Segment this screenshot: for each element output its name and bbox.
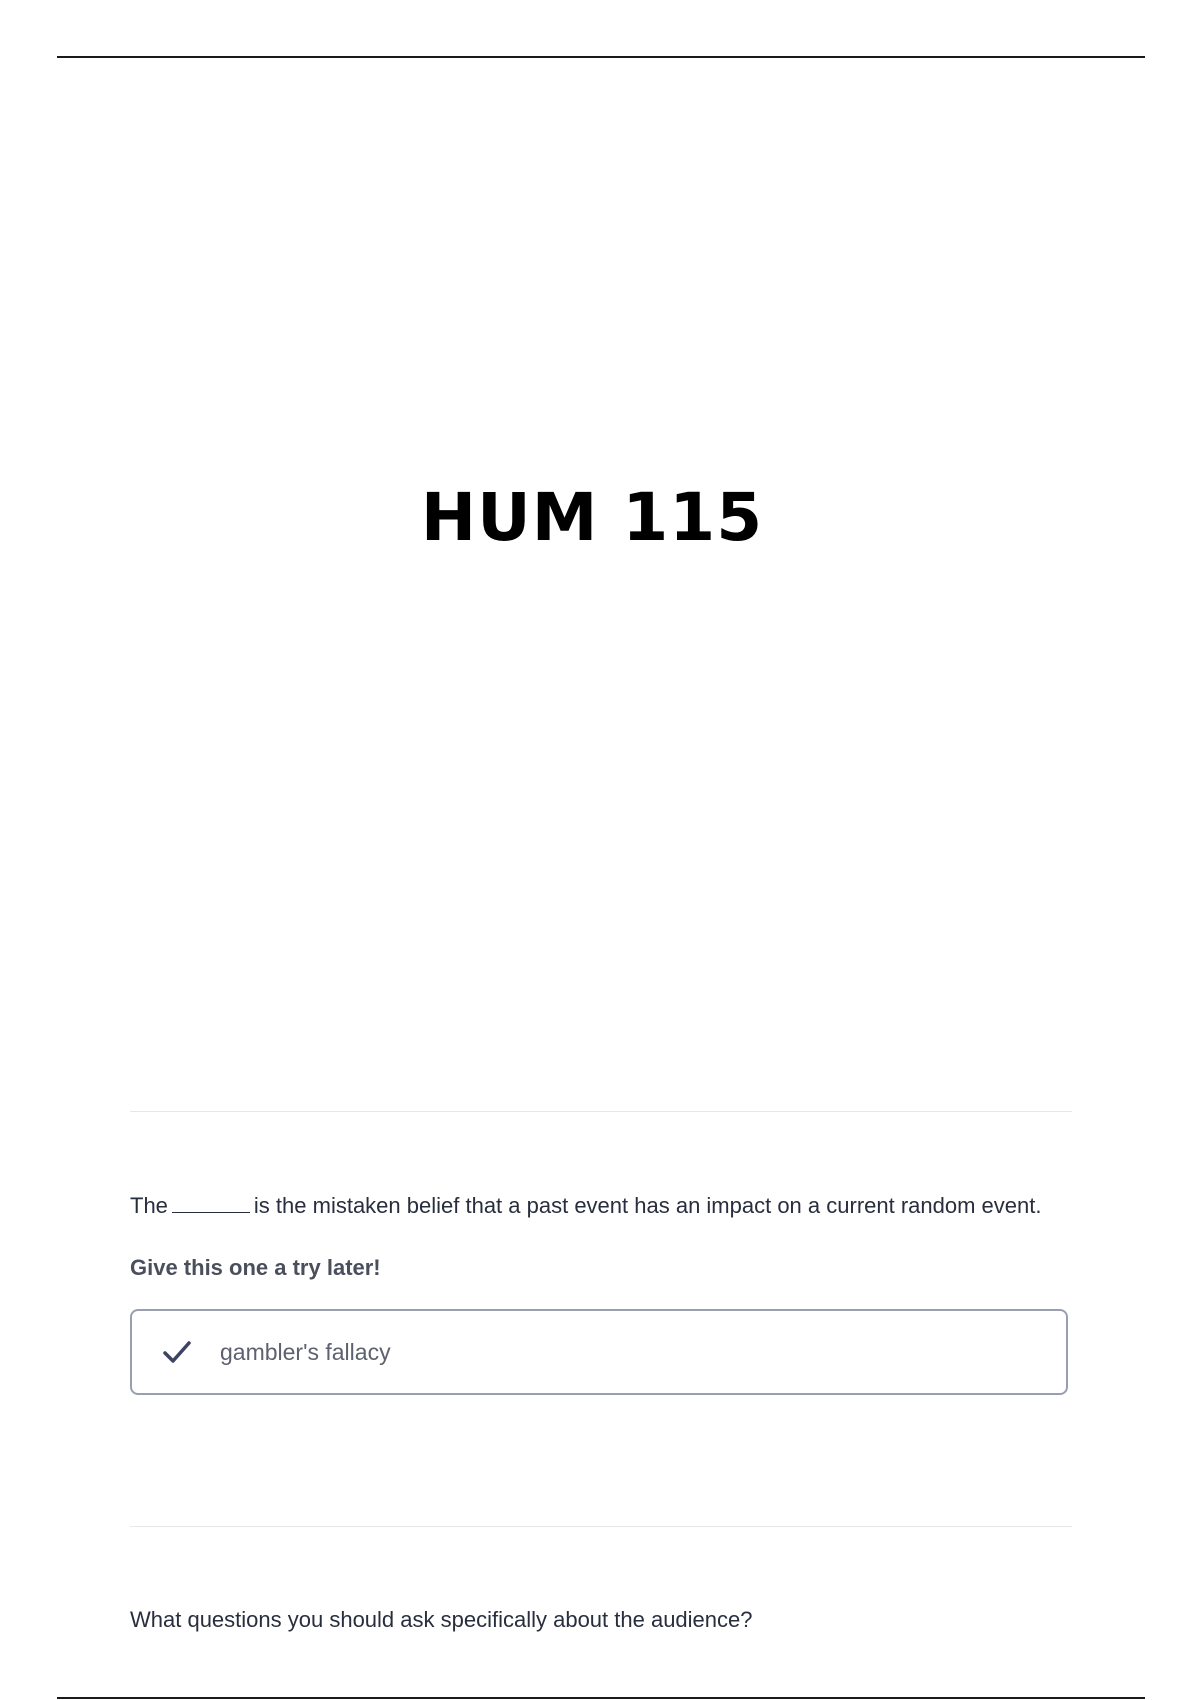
check-icon — [160, 1335, 194, 1369]
question-text: What questions you should ask specifically about the audience? — [130, 1607, 753, 1632]
bottom-rule — [57, 1697, 1145, 1699]
fill-in-blank — [172, 1196, 250, 1213]
document-title: HUM 115 — [420, 479, 764, 556]
question-text — [130, 1186, 1072, 1225]
card-divider — [130, 1526, 1072, 1527]
top-rule — [57, 56, 1145, 58]
answer-option[interactable] — [130, 1309, 1068, 1395]
card-divider — [130, 1111, 1072, 1112]
answer-text: gambler's fallacy — [220, 1338, 391, 1365]
question-end: is the mistaken belief that a past event has an impact on a current random event. — [253, 1193, 1042, 1218]
flashcard-1 — [130, 1186, 1072, 1395]
question-start: The — [130, 1193, 168, 1218]
hint-text: Give this one a try later! — [130, 1255, 381, 1280]
flashcard-2 — [130, 1600, 1072, 1639]
